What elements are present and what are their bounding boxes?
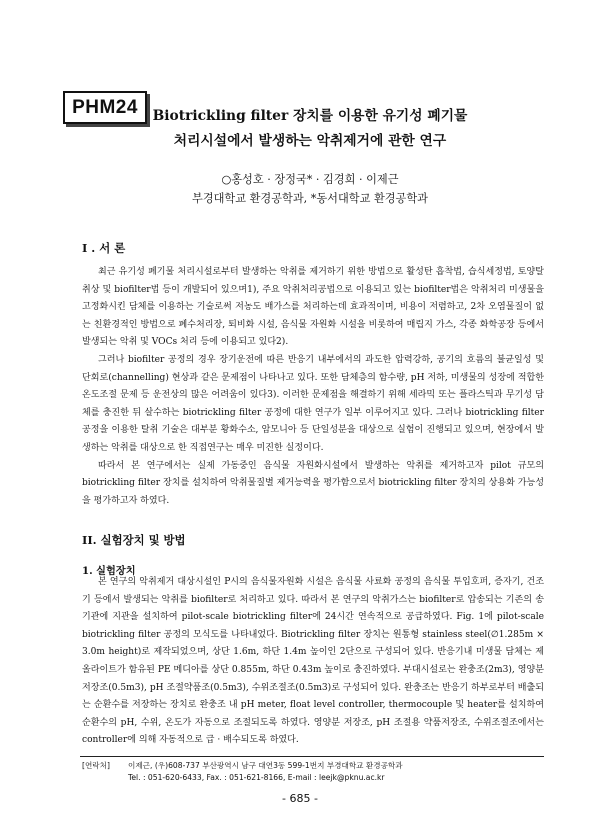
paper-title <box>80 104 540 154</box>
title-line-1: Biotrickling filter 장치를 이용한 유기성 폐기물 <box>152 108 468 124</box>
contact-label: [연락처] <box>82 761 110 770</box>
author-block <box>80 170 540 208</box>
contact-address: 이제근, (우)608-737 부산광역시 남구 대연3동 599-1번지 부경대학교 환경공학과 <box>128 761 403 770</box>
section-heading-methods: II. 실험장치 및 방법 <box>82 533 186 547</box>
page-number: - 685 - <box>282 792 318 805</box>
title-line-2: 처리시설에서 발생하는 악취제거에 관한 연구 <box>173 133 447 149</box>
methods-body <box>82 574 544 750</box>
paragraph: 최근 유기성 폐기물 처리시설로부터 발생하는 악취를 제거하기 위한 방법으로 활성탄 흡착법, 습식세정법, 토양탈취상 및 biofilter법 등이 개발되어 있으며1), 주요 악취처리공법으로 이용되고 있는 biofilter법은 악취처리 미생물을 고정화시킨 담체를 이용하는 기술로써 저농도 배가스를 처리하는데 효과적이며, 비용이 저렴하고, 2차 오염물질이 없는 친환경적인 방법으로 폐수처리장, 퇴비화 시설, 음식물 자원화 시설을 비롯하여 매립지 가스, 각종 화학공장 등에서 발생되는 악취 및 VOCs 처리 등에 이용되고 있다2). <box>82 267 544 348</box>
footnote-divider <box>80 756 544 757</box>
contact-phone-fax-email: Tel. : 051-620-6433, Fax. : 051-621-8166, E-mail : leejk@pknu.ac.kr <box>128 773 385 782</box>
paragraph: 따라서 본 연구에서는 실제 가동중인 음식물 자원화시설에서 발생하는 악취를 제거하고자 pilot 규모의 biotrickling filter 장치를 설치하여 악취물질별 제거능력을 평가함으로서 biotrickling filter 장치의 상용화 가능성을 평가하고자 하였다. <box>82 460 544 506</box>
paragraph: 그러나 biofilter 공정의 경우 장기운전에 따른 반응기 내부에서의 과도한 압력강하, 공기의 흐름의 불균일성 및 단회로(channelling) 현상과 같은 문제점이 나타나고 있다. 또한 담체층의 함수량, pH 저하, 미생물의 성장에 적합한 온도조절 문제 등 운전상의 많은 어려움이 있다3). 이러한 문제점을 해결하기 위해 세라믹 또는 플라스틱과 무기성 담체를 충진한 뒤 살수하는 biotrickling filter 공정에 대한 연구가 일부 이루어지고 있다. 그러나 biotrickling filter 공정을 이용한 탈취 기술은 대부분 황화수소, 암모니아 등 단일성분을 대상으로 실험이 진행되고 있으며, 현장에서 발생하는 악취를 대상으로 한 직접연구는 매우 미진한 실정이다. <box>82 354 544 453</box>
introduction-body <box>82 264 544 510</box>
subsection-heading-apparatus: 1. 실험장치 <box>82 565 136 577</box>
author-names: ○홍성호 · 장정국* · 김경희 · 이제근 <box>221 173 399 186</box>
paragraph: 본 연구의 악취제거 대상시설인 P시의 음식물자원화 시설은 음식물 사료화 공정의 음식물 투입호퍼, 증자기, 건조기 등에서 발생되는 악취를 biofilter로 처리하고 있다. 따라서 본 연구의 악취가스는 biofilter로 압송되는 기존의 송기관에 지관을 설치하여 pilot-scale biotrickling filter에 24시간 연속적으로 공급하였다. Fig. 1에 pilot-scale biotrickling filter 공정의 모식도를 나타내었다. Biotrickling filter 장치는 원통형 stainless steel(∅1.285m × 3.0m height)로 제작되었으며, 상단 1.6m, 하단 1.4m 높이인 2단으로 구성되어 있다. 반응기내 미생물 담체는 제올라이트가 함유된 PE 메디아를 상단 0.855m, 하단 0.43m 높이로 충진하였다. 부대시설로는 완충조(2m3), 영양분 저장조(0.5m3), pH 조절약품조(0.5m3), 수위조절조(0.5m3)로 구성되어 있다. 완충조는 반응기 하부로부터 배출되는 순환수를 저장하는 장치로 완충조 내 pH meter, float level controller, thermocouple 및 heater를 설치하여 순환수의 pH, 수위, 온도가 자동으로 조절되도록 하였다. 영양분 저장조, pH 조절용 약품저장조, 수위조절조에서는 controller에 의해 자동적으로 급 · 배수되도록 하였다. <box>82 577 544 746</box>
session-code: PHM24 <box>72 96 138 118</box>
section-heading-introduction: I . 서 론 <box>82 241 126 255</box>
author-affiliations: 부경대학교 환경공학과, *동서대학교 환경공학과 <box>192 192 428 205</box>
